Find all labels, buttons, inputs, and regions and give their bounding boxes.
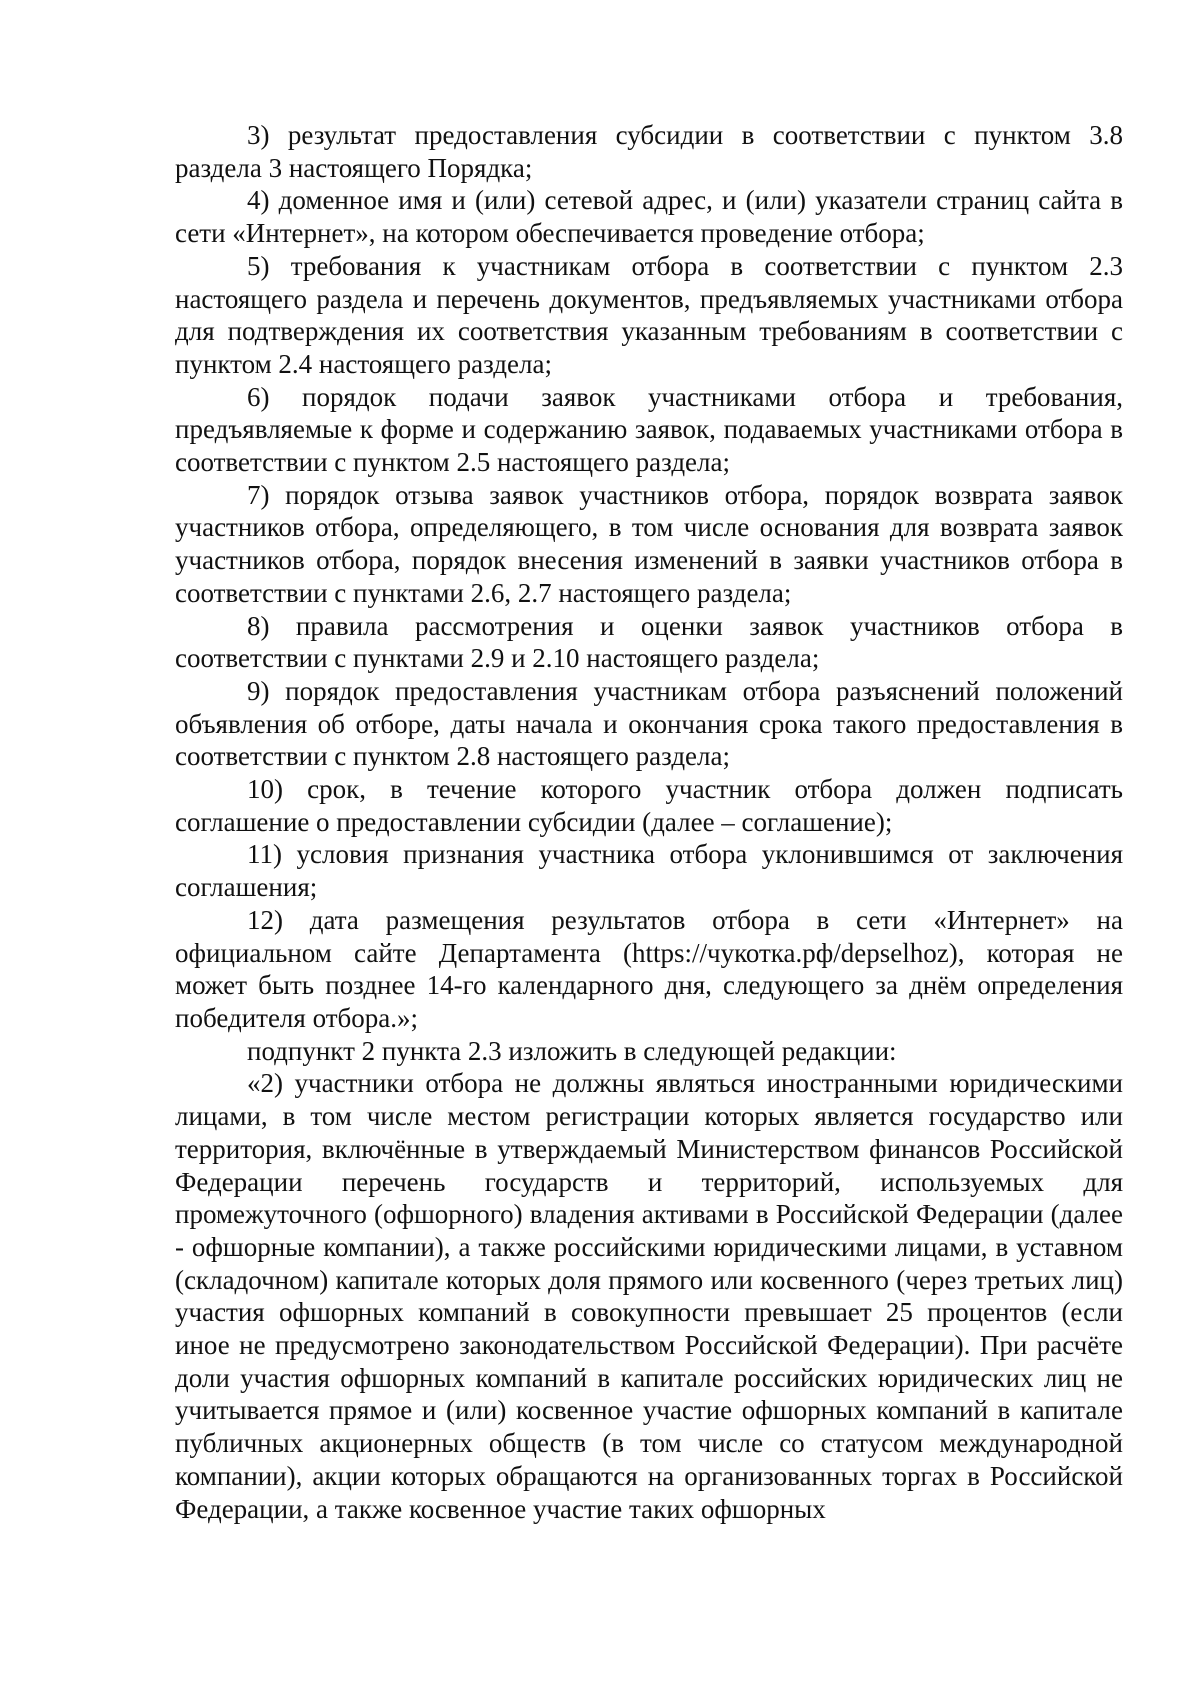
amended-subparagraph-2: «2) участники отбора не должны являться иностранными юридическими лицами, в том числе местом регистрации которых является государство или территория, включённые в утверждаемый Министерством финансов Российской Федерации перечень государств и территорий, используемых для промежуточного (офшорного) владения активами в Российской Федерации (далее - офшорные компании), а также российскими юридическими лицами, в уставном (складочном) капитале которых доля прямого или косвенного (через третьих лиц) участия офшорных компаний в совокупности превышает 25 процентов (если иное не предусмотрено законодательством Российской Федерации). При расчёте доли участия офшорных компаний в капитале российских юридических лиц не учитывается прямое и (или) косвенное участие офшорных компаний в капитале публичных акционерных обществ (в том числе со статусом международной компании), акции которых обращаются на организованных торгах в Российской Федерации, а также косвенное участие таких офшорных: [175, 1068, 1123, 1524]
paragraph-item-3: 3) результат предоставления субсидии в соответствии с пунктом 3.8 раздела 3 настоящего Порядка;: [175, 120, 1123, 183]
paragraph-item-5: 5) требования к участникам отбора в соответствии с пунктом 2.3 настоящего раздела и перечень документов, предъявляемых участниками отбора для подтверждения их соответствия указанным требованиям в соответствии с пунктом 2.4 настоящего раздела;: [175, 250, 1123, 379]
paragraph-item-12: 12) дата размещения результатов отбора в сети «Интернет» на официальном сайте Департамента (https://чукотка.рф/depselhoz), которая не может быть позднее 14-го календарного дня, следующего за днём определения победителя отбора.»;: [175, 904, 1123, 1033]
paragraph-item-11: 11) условия признания участника отбора уклонившимся от заключения соглашения;: [175, 839, 1123, 903]
paragraph-item-10: 10) срок, в течение которого участник отбора должен подписать соглашение о предоставлении субсидии (далее – соглашение);: [175, 774, 1123, 837]
paragraph-item-6: 6) порядок подачи заявок участниками отбора и требования, предъявляемые к форме и содержанию заявок, подаваемых участниками отбора в соответствии с пунктом 2.5 настоящего раздела;: [175, 381, 1123, 478]
amendment-instruction: подпункт 2 пункта 2.3 изложить в следующей редакции:: [247, 1035, 897, 1066]
paragraph-item-9: 9) порядок предоставления участникам отбора разъяснений положений объявления об отборе, даты начала и окончания срока такого предоставления в соответствии с пунктом 2.8 настоящего раздела;: [175, 675, 1123, 772]
paragraph-item-8: 8) правила рассмотрения и оценки заявок участников отбора в соответствии с пунктами 2.9 и 2.10 настоящего раздела;: [175, 610, 1123, 674]
paragraph-item-7: 7) порядок отзыва заявок участников отбора, порядок возврата заявок участников отбора, определяющего, в том числе основания для возврата заявок участников отбора, порядок внесения изменений в заявки участников отбора в соответствии с пунктами 2.6, 2.7 настоящего раздела;: [175, 479, 1123, 608]
document-page: [175, 119, 1123, 1525]
paragraph-item-4: 4) доменное имя и (или) сетевой адрес, и (или) указатели страниц сайта в сети «Интернет», на котором обеспечивается проведение отбора;: [175, 185, 1123, 249]
